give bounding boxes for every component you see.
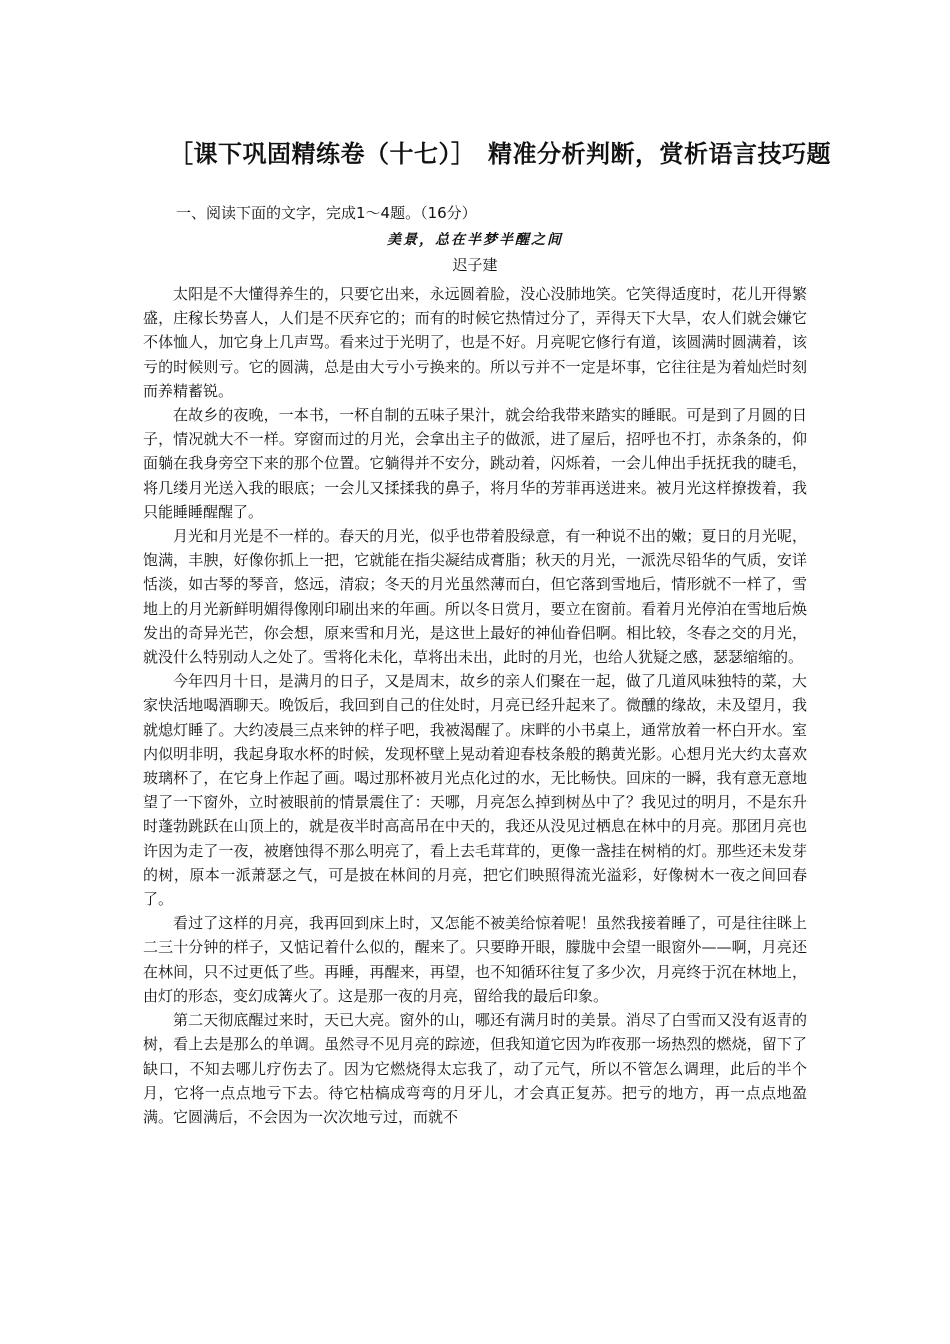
paragraph-3: 月光和月光是不一样的。春天的月光，似乎也带着股绿意，有一种说不出的嫩；夏日的月光呢，饱满，丰腴，好像你抓上一把，它就能在指尖凝结成膏脂；秋天的月光，一派洗尽铅华的气质，安详恬淡，如古琴的琴音，悠远，清寂；冬天的月光虽然薄而白，但它落到雪地后，情形就不一样了，雪地上的月光新鲜明媚得像刚印刷出来的年画。所以冬日赏月，要立在窗前。看着月光停泊在雪地后焕发出的奇异光芒，你会想，原来雪和月光，是这世上最好的神仙眷侣啊。相比较，冬春之交的月光，就没什么特别动人之处了。雪将化未化，草将出未出，此时的月光，也给人犹疑之感，瑟瑟缩缩的。: [143, 527, 807, 667]
article-body: [143, 282, 807, 1129]
paragraph-5: 看过了这样的月亮，我再回到床上时，又怎能不被美给惊着呢！虽然我接着睡了，可是往往眯上二三十分钟的样子，又惦记着什么似的，醒来了。只要睁开眼，朦胧中会望一眼窗外——啊，月亮还在林间，只不过更低了些。再睡，再醒来，再望，也不知循环往复了多少次，月亮终于沉在林地上，由灯的形态，变幻成篝火了。这是那一夜的月亮，留给我的最后印象。: [143, 914, 807, 1005]
paragraph-6: 第二天彻底醒过来时，天已大亮。窗外的山，哪还有满月时的美景。消尽了白雪而又没有返青的树，看上去是那么的单调。虽然寻不见月亮的踪迹，但我知道它因为昨夜那一场热烈的燃烧，留下了缺口，不知去哪儿疗伤去了。因为它燃烧得太忘我了，动了元气，所以不管怎么调理，此后的半个月，它将一点点地亏下去。待它枯槁成弯弯的月牙儿，才会真正复苏。把亏的地方，再一点点地盈满。它圆满后，不会因为一次次地亏过，而就不: [143, 1011, 807, 1126]
article-author: 迟子建: [452, 256, 498, 274]
article-title: 美景，总在半梦半醒之间: [387, 232, 563, 248]
page-title: ［课下巩固精练卷（十七）］ 精准分析判断，赏析语言技巧题: [169, 140, 831, 168]
paragraph-4: 今年四月十日，是满月的日子，又是周末，故乡的亲人们聚在一起，做了几道风味独特的菜，大家快活地喝酒聊天。晚饭后，我回到自己的住处时，月亮已经升起来了。微醺的缘故，未及望月，我就熄灯睡了。大约凌晨三点来钟的样子吧，我被渴醒了。床畔的小书桌上，通常放着一杯白开水。室内似明非明，我起身取水杯的时候，发现杯壁上晃动着迎春枝条般的鹅黄光影。心想月光大约太喜欢玻璃杯了，在它身上作起了画。喝过那杯被月光点化过的水，无比畅快。回床的一瞬，我有意无意地望了一下窗外，立时被眼前的情景震住了：天哪，月亮怎么掉到树丛中了？我见过的明月，不是东升时蓬勃跳跃在山顶上的，就是夜半时高高吊在中天的，我还从没见过栖息在林中的月亮。那团月亮也许因为走了一夜，被磨蚀得不那么明亮了，看上去毛茸茸的，更像一盏挂在树梢的灯。那些还未发芽的树，原本一派萧瑟之气，可是披在林间的月亮，把它们映照得流光溢彩，好像树木一夜之间回春了。: [143, 672, 807, 909]
question-instruction: 一、阅读下面的文字，完成1～4题。（16分）: [176, 204, 477, 222]
paragraph-2: 在故乡的夜晚，一本书，一杯自制的五味子果汁，就会给我带来踏实的睡眠。可是到了月圆的日子，情况就大不一样。穿窗而过的月光，会拿出主子的做派，进了屋后，招呼也不打，赤条条的，仰面躺在我身旁空下来的那个位置。它躺得并不安分，跳动着，闪烁着，一会儿伸出手抚抚我的睫毛，将几缕月光送入我的眼底；一会儿又揉揉我的鼻子，将月华的芳菲再送进来。被月光这样撩拨着，我只能睡睡醒醒了。: [143, 406, 807, 521]
paragraph-1: 太阳是不大懂得养生的，只要它出来，永远圆着脸，没心没肺地笑。它笑得适度时，花儿开得繁盛，庄稼长势喜人，人们是不厌弃它的；而有的时候它热情过分了，弄得天下大旱，农人们就会嫌它不体恤人，加它身上几声骂。看来过于光明了，也是不好。月亮呢它修行有道，该圆满时圆满着，该亏的时候则亏。它的圆满，总是由大亏小亏换来的。所以亏并不一定是坏事，它往往是为着灿烂时刻而养精蓄锐。: [143, 285, 807, 400]
